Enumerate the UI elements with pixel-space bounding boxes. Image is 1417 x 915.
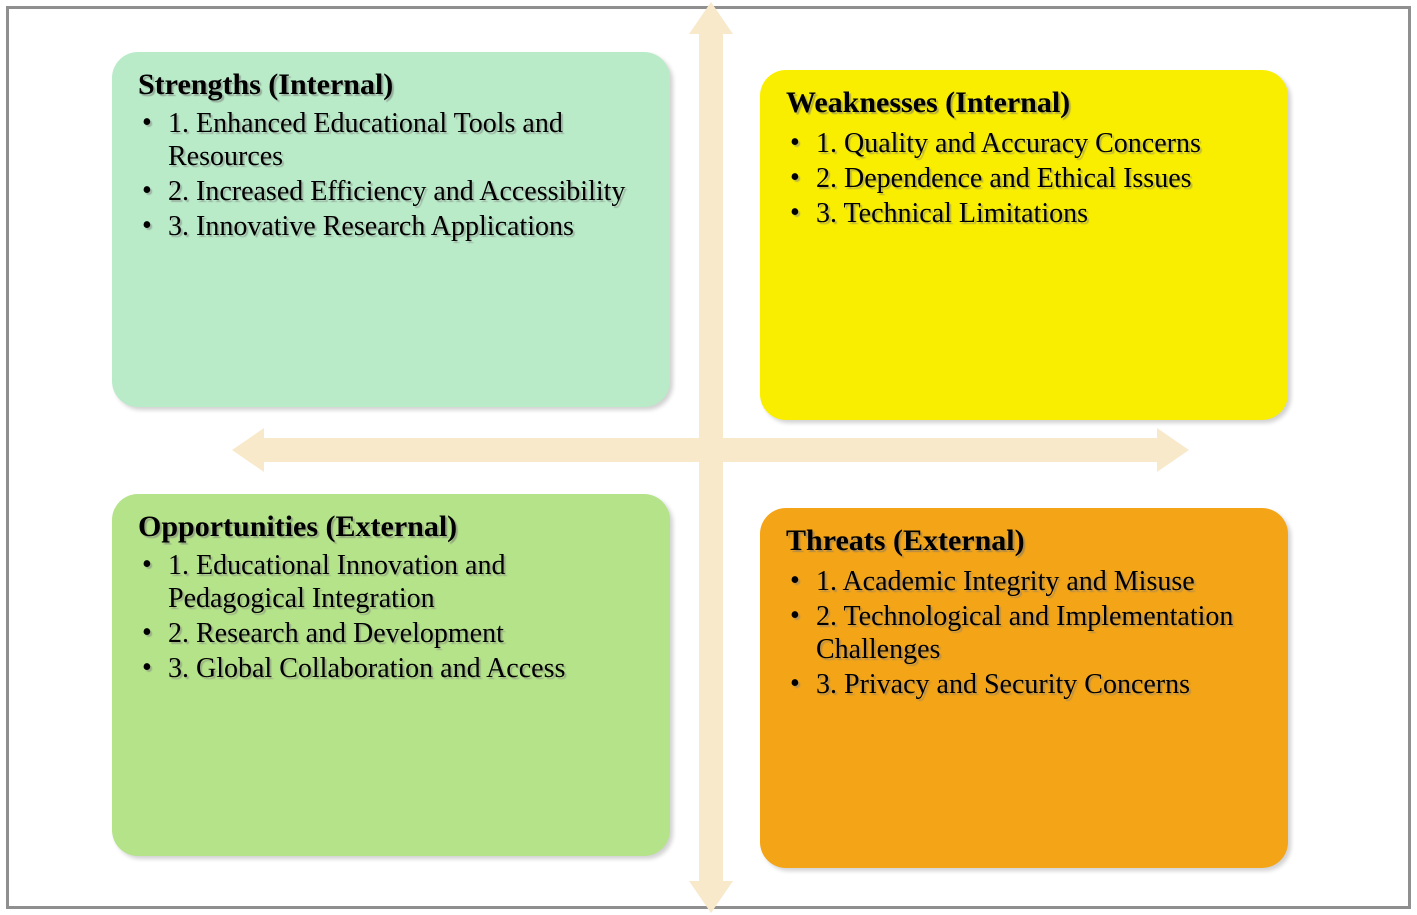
quadrant-opportunities-list — [138, 549, 648, 685]
arrow-right-icon — [1157, 428, 1189, 472]
quadrant-weaknesses-title: Weaknesses (Internal) — [786, 86, 1071, 119]
list-item: • 2. Research and Development — [138, 617, 648, 650]
list-item: • 1. Quality and Accuracy Concerns — [786, 127, 1266, 160]
list-item: • 3. Privacy and Security Concerns — [786, 668, 1266, 701]
quadrant-threats-title: Threats (External) — [786, 524, 1025, 557]
list-item: • 1. Academic Integrity and Misuse — [786, 565, 1266, 598]
quadrant-weaknesses — [760, 70, 1288, 420]
list-item: • 2. Technological and Implementation Challenges — [786, 600, 1266, 666]
quadrant-threats-list — [786, 565, 1266, 701]
list-item: • 3. Technical Limitations — [786, 197, 1266, 230]
list-item: • 3. Global Collaboration and Access — [138, 652, 648, 685]
quadrant-opportunities-title: Opportunities (External) — [138, 510, 458, 543]
quadrant-strengths-list — [138, 107, 648, 243]
arrow-up-icon — [689, 2, 733, 34]
quadrant-opportunities — [112, 494, 670, 856]
list-item: • 2. Increased Efficiency and Accessibility — [138, 175, 648, 208]
quadrant-strengths-title: Strengths (Internal) — [138, 68, 394, 101]
quadrant-threats — [760, 508, 1288, 868]
list-item: • 1. Enhanced Educational Tools and Resources — [138, 107, 648, 173]
list-item: • 3. Innovative Research Applications — [138, 210, 648, 243]
list-item: • 1. Educational Innovation and Pedagogical Integration — [138, 549, 648, 615]
quadrant-weaknesses-list — [786, 127, 1266, 230]
horizontal-axis-bar — [262, 438, 1162, 462]
list-item: • 2. Dependence and Ethical Issues — [786, 162, 1266, 195]
quadrant-strengths — [112, 52, 670, 407]
arrow-left-icon — [232, 428, 264, 472]
arrow-down-icon — [689, 881, 733, 913]
